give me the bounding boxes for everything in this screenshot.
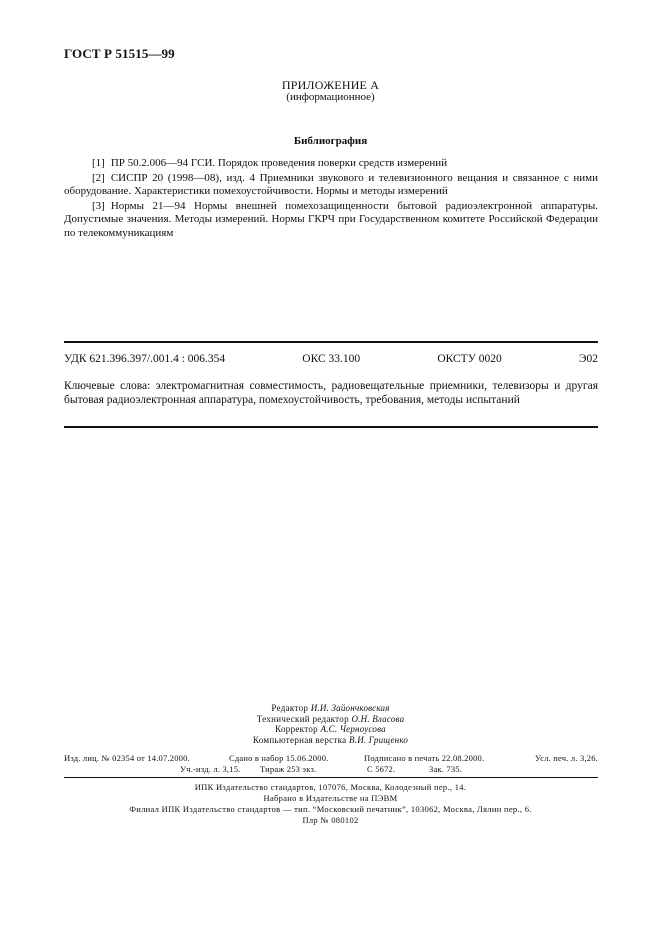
group-code: Э02 bbox=[578, 353, 598, 365]
sent-date: Сдано в набор 15.06.2000. bbox=[229, 753, 329, 763]
bibliography-item bbox=[64, 157, 598, 171]
bottom-divider bbox=[64, 426, 598, 428]
editor-line bbox=[0, 703, 661, 714]
bibliography-item-number: [2] bbox=[92, 171, 105, 184]
appendix-title: ПРИЛОЖЕНИЕ А bbox=[281, 78, 380, 92]
layout-line bbox=[0, 735, 661, 746]
corrector-label: Корректор bbox=[275, 724, 318, 734]
layout-name: В.И. Грищенко bbox=[349, 734, 409, 745]
imprint-divider bbox=[64, 777, 598, 778]
tech-editor-label: Технический редактор bbox=[256, 713, 349, 724]
bibliography-item-text: СИСПР 20 (1998—08), изд. 4 Приемники звукового и телевизионного вещания и связанное с ними оборудование. Характеристики помехоустойчивости. Нормы и методы измерений bbox=[64, 171, 598, 197]
imprint-line: Набрано в Издательстве на ПЭВМ bbox=[263, 793, 398, 803]
imprint-line: Плр № 080102 bbox=[302, 815, 359, 825]
appendix-subtitle: (информационное) bbox=[286, 91, 375, 103]
editor-name: И.И. Зайончковская bbox=[310, 703, 390, 713]
editor-label: Редактор bbox=[271, 703, 309, 713]
bibliography-list bbox=[64, 157, 598, 241]
tech-editor-line bbox=[0, 714, 661, 725]
top-divider bbox=[64, 341, 598, 343]
bibliography-title: Библиография bbox=[293, 135, 368, 147]
circulation: Тираж 253 экз. bbox=[260, 764, 317, 774]
imprint-block bbox=[0, 782, 661, 826]
edu-sheets: Уч.-изд. л. 3,15. bbox=[180, 764, 241, 774]
keywords: Ключевые слова: электромагнитная совместимость, радиовещательные приемники, телевизоры и другая бытовая радиоэлектронная аппаратура, помехоустойчивость, требования, методы испытаний bbox=[64, 380, 598, 406]
bibliography-item bbox=[64, 172, 598, 199]
oks-code: ОКС 33.100 bbox=[302, 353, 361, 365]
classification-row bbox=[64, 353, 598, 365]
bibliography-item-number: [1] bbox=[92, 157, 105, 169]
order-number: Зак. 735. bbox=[429, 764, 463, 774]
signed-date: Подписано в печать 22.08.2000. bbox=[364, 753, 485, 763]
imprint-line: ИПК Издательство стандартов, 107076, Москва, Колодезный пер., 14. bbox=[194, 782, 467, 792]
corrector-line bbox=[0, 724, 661, 735]
imprint-line: Филиал ИПК Издательство стандартов — тип. “Московский печатник”, 103062, Москва, Лялин пер., 6. bbox=[129, 804, 532, 814]
udk-code: УДК 621.396.397/.001.4 : 006.354 bbox=[64, 353, 226, 365]
bibliography-item-text: ПР 50.2.006—94 ГСИ. Порядок проведения поверки средств измерений bbox=[110, 157, 448, 169]
print-sheets: Усл. печ. л. 3,26. bbox=[535, 753, 598, 763]
license-info: Изд. лиц. № 02354 от 14.07.2000. bbox=[64, 753, 190, 763]
credits-block bbox=[0, 703, 661, 745]
okstu-code: ОКСТУ 0020 bbox=[437, 353, 502, 365]
c-number: С 5672. bbox=[367, 764, 396, 774]
standard-header: ГОСТ Р 51515—99 bbox=[64, 46, 175, 61]
bibliography-item-number: [3] bbox=[92, 199, 105, 212]
bibliography-item-text: Нормы 21—94 Нормы внешней помехозащищенности бытовой радиоэлектронной аппаратуры. Допустимые значения. Методы измерений. Нормы ГКРЧ при Государственном комитете Российской Федерации по телекоммуникациям bbox=[64, 199, 598, 239]
bibliography-item bbox=[64, 200, 598, 241]
layout-label: Компьютерная верстка bbox=[252, 734, 347, 745]
corrector-name: А.С. Черноусова bbox=[320, 724, 386, 734]
tech-editor-name: О.Н. Власова bbox=[351, 713, 405, 724]
